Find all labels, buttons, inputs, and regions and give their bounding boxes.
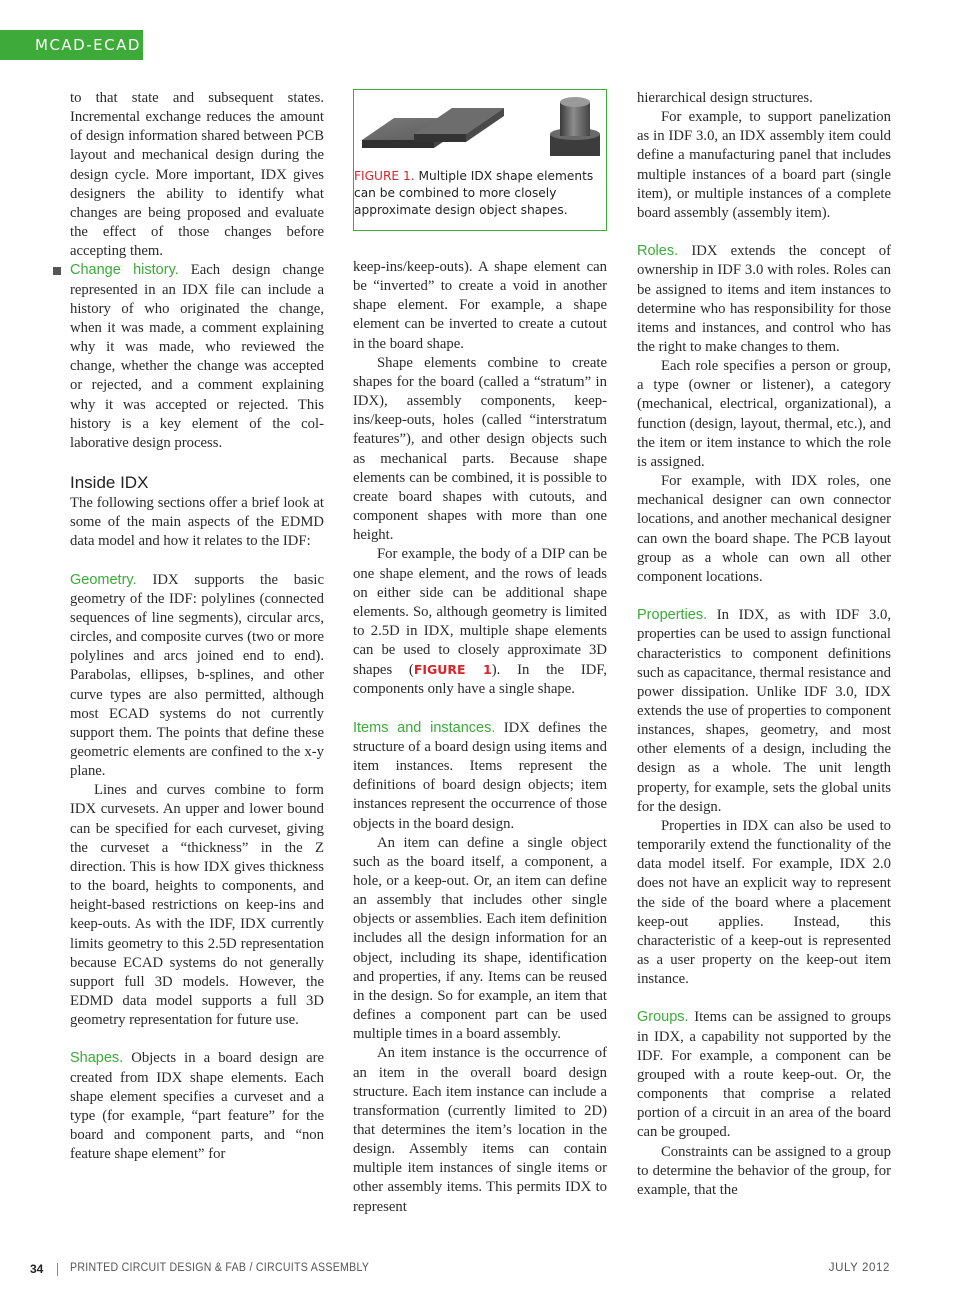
- paragraph: Properties in IDX can also be used to temporarily extend the functionality of the data model itself. For example, IDX 2.0 does not have an explicit way to represent the side of the board where a placement keep-out applies. Instead, this characteristic of a keep-out is represented as a user property on the keep-out item instance.: [637, 817, 891, 988]
- paragraph: For example, with IDX roles, one mechanical designer can own connector locations, and another mechanical designer can own the board shape. The PCB layout group as a whole can own all other component locations.: [637, 473, 891, 585]
- paragraph: [637, 606, 891, 817]
- paragraph-text: IDX supports the basic geometry of the IDF: polylines (connected sequences of line segments), circular arcs, circles, and composite curves (two or more polylines and arcs joined end to end). Parabolas, ellipses, b-splines, and other curve types are also permitted, although most ECAD systems do not currently support them. The points that define these geometric elements are confined to the x-y plane.: [70, 571, 324, 780]
- cylinder-body: [560, 102, 590, 136]
- cylinder-top: [560, 97, 590, 107]
- figure-reference-link: FIGURE 1: [413, 662, 492, 678]
- run-in-heading: Geometry.: [70, 571, 137, 588]
- bullet-list: [70, 261, 324, 453]
- paragraph: [70, 1049, 324, 1164]
- paragraph: [637, 1008, 891, 1142]
- square-bullet-icon: [53, 267, 61, 275]
- run-in-heading: Items and instances.: [353, 719, 496, 736]
- paragraph: For example, to support panelization as in IDF 3.0, an IDX assembly item could define a manufacturing panel that includes multiple instances of a board part (single item), or multiple instances of a complete board assembly (assembly item).: [637, 109, 891, 221]
- publication-title: PRINTED CIRCUIT DESIGN & FAB / CIRCUITS ASSEMBLY: [70, 1262, 370, 1274]
- run-in-heading: Groups.: [637, 1009, 689, 1026]
- section-tab: MCAD-ECAD: [0, 30, 143, 60]
- run-in-heading: Shapes.: [70, 1050, 124, 1067]
- figure-1: [353, 89, 607, 231]
- figure-caption-text: Multiple IDX shape elements can be combined to more closely approximate design object shapes.: [354, 169, 594, 217]
- paragraph: [637, 242, 891, 357]
- shape-elements-illustration: [354, 90, 605, 168]
- figure-caption: [354, 168, 608, 219]
- paragraph: [353, 545, 607, 699]
- paragraph: Lines and curves combine to form IDX curvesets. An upper and lower bound can be specified for each curveset, giving the curveset a “thickness” in the Z direction. This is how IDX gives thickness to the board, heights to components, and height-based restrictions on keep-ins and keep-outs. As with the IDF, IDX currently limits geometry to this 2.5D representation because ECAD systems do not generally support full 3D models. However, the EDMD data model supports a full 3D geometry representation for future use.: [70, 782, 324, 1029]
- page-number: 34: [30, 1262, 44, 1276]
- paragraph-text: For example, the body of a DIP can be one shape element, and the rows of leads on either side can be additional shape elements. So, although geometry is limited to 2.5D in IDX, multiple shape elements can be used to closely approximate 3D shapes (: [353, 546, 607, 679]
- paragraph-text: Items can be assigned to groups in IDX, a capability not supported by the IDF. For example, a component can be grouped with a route keep-out. Or, the components that comprise a related portion of a circuit in an area of the board can be grouped.: [637, 1009, 891, 1141]
- paragraph: The following sections offer a brief look at some of the main aspects of the EDMD data model and how it relates to the IDF:: [70, 494, 324, 550]
- column-3: [637, 89, 891, 1200]
- bullet-item-change-history: [53, 261, 324, 453]
- paragraph: Constraints can be assigned to a group to determine the behavior of the group, for example, that the: [637, 1143, 891, 1198]
- step-front: [414, 134, 466, 142]
- paragraph-text: IDX extends the concept of ownership in IDF 3.0 with roles. Roles can be assigned to items and item instances to determine who has responsibility for those items and instances, and control who has the right to make changes to them.: [637, 243, 891, 356]
- paragraph: Each role specifies a person or group, a type (owner or listener), a category (mechanical, electrical, organizational), a function (design, layout, thermal, etc.), and the item or item instance to which the role is assigned.: [637, 358, 891, 470]
- column-1: [70, 89, 324, 1164]
- page-footer: [0, 1262, 960, 1280]
- run-in-heading: Change history.: [70, 262, 179, 279]
- section-heading: Inside IDX: [70, 472, 149, 492]
- paragraph: hierarchical design structures.: [637, 90, 813, 106]
- paragraph: [70, 261, 324, 453]
- paragraph: Shape elements combine to create shapes for the board (called a “stratum” in IDX), assembly components, keep-ins/keep-outs, holes (called “interstratum features”), and other design objects such as mechanical parts. Because shape elements can be combined, it is possible to create board shapes with cutouts, and component shapes with more than one height.: [353, 354, 607, 544]
- issue-date: JULY 2012: [828, 1262, 890, 1274]
- paragraph: [353, 719, 607, 834]
- paragraph-text: Objects in a board design are created from IDX shape elements. Each shape element specifies a curveset and a type (for example, “part feature” for the board and component parts, and “non feature shape element” for: [70, 1050, 325, 1163]
- footer-divider: [57, 1263, 58, 1276]
- run-in-heading: Roles.: [637, 243, 679, 260]
- paragraph: keep-ins/keep-outs). A shape element can be “inverted” to create a void in another shape element. For example, a shape element can be inverted to create a cutout in the board shape.: [353, 259, 607, 352]
- paragraph-text: In IDX, as with IDF 3.0, properties can be used to assign functional characteristics to component definitions such as capacitance, thermal resistance and power dissipation. Unlike IDF 3.0, IDX extends the use of properties to component instances, shapes, geometry, and most other elements of a design, including the design as a whole. The unit length property, for example, sets the global units for the design.: [637, 607, 891, 815]
- paragraph-text: ). In the IDF, components only have a single shape.: [353, 662, 607, 698]
- figure-label: FIGURE 1.: [354, 169, 415, 183]
- paragraph: [70, 571, 324, 782]
- paragraph-text: Each design change represented in an IDX file can include a history of who originated the change, when it was made, a comment explaining why it was made, who reviewed the change, whether the change was accepted or rejected, and a comment explaining why it was accepted or rejected. This history is a key element of the collaborative design process.: [70, 262, 324, 451]
- paragraph: An item instance is the occurrence of an item in the overall board design structure. Each item instance can include a transformation (currently limited to 2D) that determines the item’s location in the design. Assembly items can contain multiple item instances of single items or other assembly items. This permits IDX to represent: [353, 1045, 607, 1215]
- paragraph: An item can define a single object such as the board itself, a component, a hole, or a keep-out. Or, an item can define an assembly that includes other single objects or assemblies. Each item definition includes all the design information for an object, including its shape, identification and properties, if any. Items can be reused in the design. So for example, an item that defines a component part can be used multiple times in a board assembly.: [353, 834, 607, 1043]
- run-in-heading: Properties.: [637, 607, 708, 624]
- paragraph: to that state and subsequent states. Incremental exchange reduces the amount of design information shared between PCB layout and mechanical design during the design cycle. More important, IDX gives designers the ability to identify what changes are being proposed and evaluate the effect of those changes before accepting them.: [70, 90, 324, 260]
- column-2: [353, 89, 607, 1217]
- paragraph-text: IDX defines the structure of a board design using items and item instances. Items represent the definitions of board design objects; item instances represent the occurrence of those objects in the board design.: [353, 719, 607, 832]
